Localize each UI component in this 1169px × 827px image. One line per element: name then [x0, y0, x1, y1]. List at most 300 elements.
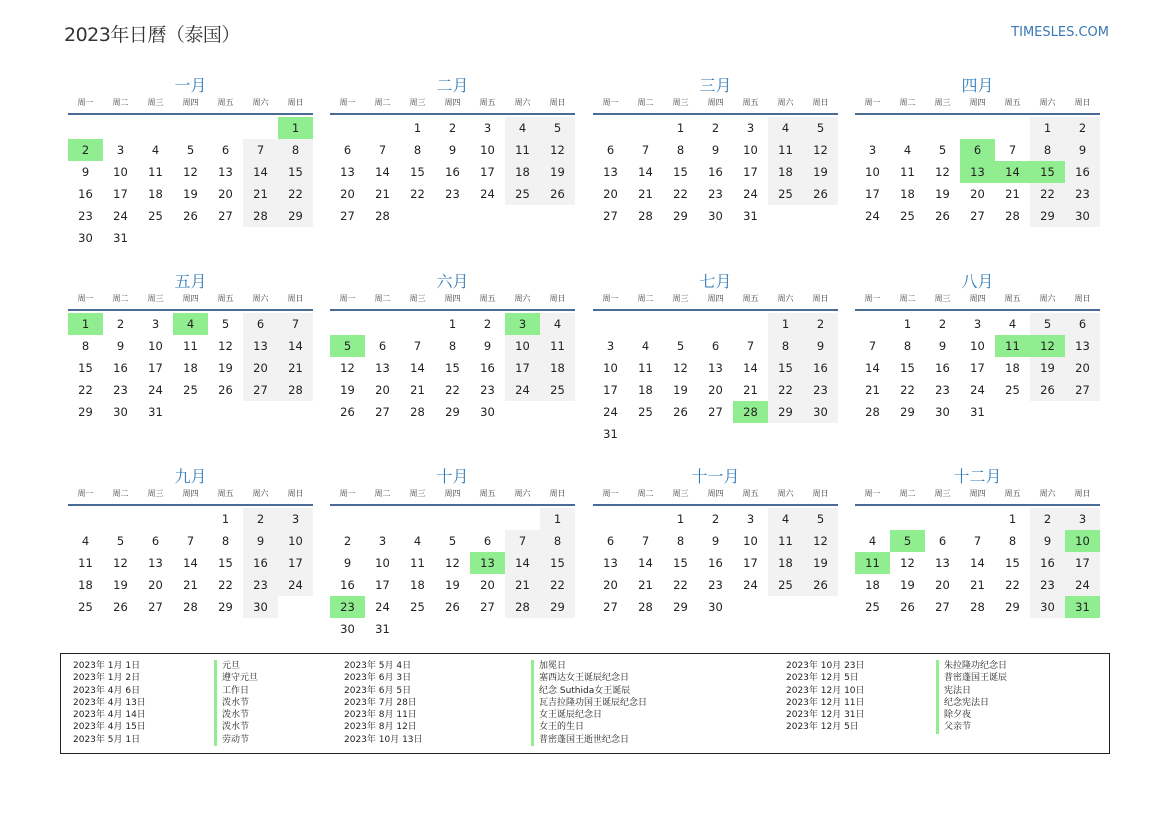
day-cell[interactable]: 1 [676, 121, 685, 135]
day-cell[interactable]: 24 [375, 600, 390, 614]
day-cell[interactable]: 27 [480, 600, 495, 614]
day-cell[interactable]: 6 [960, 139, 995, 161]
day-cell[interactable]: 9 [448, 143, 457, 157]
day-cell[interactable]: 14 [638, 556, 653, 570]
day-cell[interactable]: 1 [1008, 512, 1017, 526]
day-cell[interactable]: 27 [970, 209, 985, 223]
day-cell[interactable]: 11 [855, 552, 890, 574]
day-cell[interactable]: 5 [540, 117, 575, 139]
day-cell[interactable]: 19 [673, 383, 688, 397]
day-cell[interactable]: 22 [410, 187, 425, 201]
day-cell[interactable]: 25 [768, 183, 803, 205]
day-cell[interactable]: 24 [148, 383, 163, 397]
day-cell[interactable]: 6 [243, 313, 278, 335]
day-cell[interactable]: 6 [483, 534, 492, 548]
day-cell[interactable]: 1 [221, 512, 230, 526]
day-cell[interactable]: 15 [445, 361, 460, 375]
day-cell[interactable]: 1 [448, 317, 457, 331]
day-cell[interactable]: 6 [151, 534, 160, 548]
day-cell[interactable]: 20 [708, 383, 723, 397]
day-cell[interactable]: 8 [903, 339, 912, 353]
day-cell[interactable]: 6 [221, 143, 230, 157]
day-cell[interactable]: 1 [1030, 117, 1065, 139]
day-cell[interactable]: 23 [480, 383, 495, 397]
day-cell[interactable]: 17 [865, 187, 880, 201]
day-cell[interactable]: 1 [68, 313, 103, 335]
day-cell[interactable]: 29 [900, 405, 915, 419]
day-cell[interactable]: 24 [480, 187, 495, 201]
day-cell[interactable]: 23 [113, 383, 128, 397]
day-cell[interactable]: 16 [480, 361, 495, 375]
day-cell[interactable]: 10 [865, 165, 880, 179]
day-cell[interactable]: 27 [375, 405, 390, 419]
day-cell[interactable]: 8 [540, 530, 575, 552]
day-cell[interactable]: 30 [78, 231, 93, 245]
day-cell[interactable]: 30 [1030, 596, 1065, 618]
day-cell[interactable]: 12 [1030, 335, 1065, 357]
day-cell[interactable]: 10 [375, 556, 390, 570]
day-cell[interactable]: 26 [1030, 379, 1065, 401]
day-cell[interactable]: 28 [375, 209, 390, 223]
day-cell[interactable]: 18 [183, 361, 198, 375]
day-cell[interactable]: 22 [218, 578, 233, 592]
day-cell[interactable]: 20 [480, 578, 495, 592]
day-cell[interactable]: 10 [743, 143, 758, 157]
day-cell[interactable]: 20 [970, 187, 985, 201]
day-cell[interactable]: 18 [1005, 361, 1020, 375]
day-cell[interactable]: 5 [116, 534, 125, 548]
day-cell[interactable]: 14 [278, 335, 313, 357]
day-cell[interactable]: 7 [413, 339, 422, 353]
day-cell[interactable]: 10 [278, 530, 313, 552]
day-cell[interactable]: 23 [1065, 183, 1100, 205]
day-cell[interactable]: 11 [638, 361, 653, 375]
day-cell[interactable]: 1 [768, 313, 803, 335]
day-cell[interactable]: 16 [708, 556, 723, 570]
day-cell[interactable]: 7 [641, 143, 650, 157]
day-cell[interactable]: 24 [113, 209, 128, 223]
day-cell[interactable]: 17 [1065, 552, 1100, 574]
day-cell[interactable]: 17 [113, 187, 128, 201]
day-cell[interactable]: 12 [540, 139, 575, 161]
day-cell[interactable]: 25 [183, 383, 198, 397]
day-cell[interactable]: 22 [1005, 578, 1020, 592]
day-cell[interactable]: 7 [868, 339, 877, 353]
day-cell[interactable]: 2 [1030, 508, 1065, 530]
day-cell[interactable]: 18 [78, 578, 93, 592]
day-cell[interactable]: 9 [938, 339, 947, 353]
day-cell[interactable]: 20 [603, 578, 618, 592]
day-cell[interactable]: 21 [743, 383, 758, 397]
day-cell[interactable]: 3 [378, 534, 387, 548]
day-cell[interactable]: 7 [505, 530, 540, 552]
day-cell[interactable]: 4 [768, 117, 803, 139]
day-cell[interactable]: 11 [540, 335, 575, 357]
day-cell[interactable]: 12 [218, 339, 233, 353]
day-cell[interactable]: 4 [173, 313, 208, 335]
day-cell[interactable]: 7 [243, 139, 278, 161]
day-cell[interactable]: 30 [113, 405, 128, 419]
day-cell[interactable]: 29 [768, 401, 803, 423]
day-cell[interactable]: 14 [375, 165, 390, 179]
day-cell[interactable]: 14 [743, 361, 758, 375]
day-cell[interactable]: 24 [743, 578, 758, 592]
day-cell[interactable]: 8 [278, 139, 313, 161]
day-cell[interactable]: 28 [410, 405, 425, 419]
day-cell[interactable]: 15 [78, 361, 93, 375]
day-cell[interactable]: 20 [603, 187, 618, 201]
day-cell[interactable]: 16 [803, 357, 838, 379]
day-cell[interactable]: 4 [1008, 317, 1017, 331]
day-cell[interactable]: 12 [340, 361, 355, 375]
day-cell[interactable]: 22 [1030, 183, 1065, 205]
day-cell[interactable]: 13 [603, 165, 618, 179]
day-cell[interactable]: 29 [445, 405, 460, 419]
day-cell[interactable]: 22 [768, 379, 803, 401]
day-cell[interactable]: 7 [1008, 143, 1017, 157]
day-cell[interactable]: 10 [480, 143, 495, 157]
day-cell[interactable]: 19 [445, 578, 460, 592]
day-cell[interactable]: 10 [603, 361, 618, 375]
day-cell[interactable]: 21 [375, 187, 390, 201]
day-cell[interactable]: 14 [638, 165, 653, 179]
day-cell[interactable]: 21 [278, 357, 313, 379]
day-cell[interactable]: 26 [445, 600, 460, 614]
day-cell[interactable]: 18 [638, 383, 653, 397]
day-cell[interactable]: 12 [803, 139, 838, 161]
day-cell[interactable]: 3 [151, 317, 160, 331]
day-cell[interactable]: 15 [410, 165, 425, 179]
day-cell[interactable]: 26 [900, 600, 915, 614]
day-cell[interactable]: 20 [243, 357, 278, 379]
day-cell[interactable]: 25 [638, 405, 653, 419]
day-cell[interactable]: 18 [540, 357, 575, 379]
day-cell[interactable]: 6 [711, 339, 720, 353]
day-cell[interactable]: 5 [803, 508, 838, 530]
day-cell[interactable]: 3 [606, 339, 615, 353]
day-cell[interactable]: 27 [1065, 379, 1100, 401]
day-cell[interactable]: 1 [540, 508, 575, 530]
day-cell[interactable]: 17 [148, 361, 163, 375]
day-cell[interactable]: 13 [935, 556, 950, 570]
day-cell[interactable]: 23 [1030, 574, 1065, 596]
day-cell[interactable]: 17 [375, 578, 390, 592]
day-cell[interactable]: 25 [78, 600, 93, 614]
day-cell[interactable]: 21 [183, 578, 198, 592]
day-cell[interactable]: 14 [995, 161, 1030, 183]
day-cell[interactable]: 21 [243, 183, 278, 205]
day-cell[interactable]: 29 [218, 600, 233, 614]
day-cell[interactable]: 13 [340, 165, 355, 179]
day-cell[interactable]: 21 [865, 383, 880, 397]
day-cell[interactable]: 29 [1030, 205, 1065, 227]
day-cell[interactable]: 11 [995, 335, 1030, 357]
day-cell[interactable]: 20 [340, 187, 355, 201]
day-cell[interactable]: 3 [278, 508, 313, 530]
day-cell[interactable]: 9 [711, 143, 720, 157]
day-cell[interactable]: 17 [603, 383, 618, 397]
day-cell[interactable]: 8 [81, 339, 90, 353]
day-cell[interactable]: 8 [1008, 534, 1017, 548]
day-cell[interactable]: 5 [938, 143, 947, 157]
day-cell[interactable]: 8 [676, 143, 685, 157]
day-cell[interactable]: 8 [768, 335, 803, 357]
day-cell[interactable]: 8 [1030, 139, 1065, 161]
day-cell[interactable]: 28 [733, 401, 768, 423]
day-cell[interactable]: 9 [483, 339, 492, 353]
day-cell[interactable]: 2 [1065, 117, 1100, 139]
day-cell[interactable]: 1 [413, 121, 422, 135]
day-cell[interactable]: 26 [183, 209, 198, 223]
day-cell[interactable]: 5 [890, 530, 925, 552]
day-cell[interactable]: 29 [540, 596, 575, 618]
day-cell[interactable]: 22 [673, 578, 688, 592]
day-cell[interactable]: 4 [505, 117, 540, 139]
day-cell[interactable]: 28 [183, 600, 198, 614]
day-cell[interactable]: 9 [343, 556, 352, 570]
day-cell[interactable]: 31 [743, 209, 758, 223]
day-cell[interactable]: 8 [676, 534, 685, 548]
day-cell[interactable]: 5 [330, 335, 365, 357]
day-cell[interactable]: 2 [343, 534, 352, 548]
day-cell[interactable]: 31 [970, 405, 985, 419]
day-cell[interactable]: 3 [1065, 508, 1100, 530]
day-cell[interactable]: 3 [746, 121, 755, 135]
day-cell[interactable]: 13 [243, 335, 278, 357]
day-cell[interactable]: 24 [1065, 574, 1100, 596]
day-cell[interactable]: 10 [148, 339, 163, 353]
day-cell[interactable]: 17 [278, 552, 313, 574]
day-cell[interactable]: 30 [935, 405, 950, 419]
day-cell[interactable]: 6 [606, 534, 615, 548]
day-cell[interactable]: 6 [343, 143, 352, 157]
day-cell[interactable]: 27 [148, 600, 163, 614]
day-cell[interactable]: 15 [1030, 161, 1065, 183]
day-cell[interactable]: 30 [340, 622, 355, 636]
day-cell[interactable]: 2 [938, 317, 947, 331]
day-cell[interactable]: 16 [445, 165, 460, 179]
day-cell[interactable]: 30 [1065, 205, 1100, 227]
day-cell[interactable]: 17 [743, 556, 758, 570]
day-cell[interactable]: 10 [1065, 530, 1100, 552]
day-cell[interactable]: 22 [900, 383, 915, 397]
day-cell[interactable]: 21 [410, 383, 425, 397]
day-cell[interactable]: 9 [81, 165, 90, 179]
day-cell[interactable]: 7 [641, 534, 650, 548]
day-cell[interactable]: 9 [116, 339, 125, 353]
day-cell[interactable]: 22 [540, 574, 575, 596]
day-cell[interactable]: 26 [935, 209, 950, 223]
day-cell[interactable]: 28 [243, 205, 278, 227]
day-cell[interactable]: 4 [868, 534, 877, 548]
day-cell[interactable]: 2 [711, 512, 720, 526]
day-cell[interactable]: 26 [340, 405, 355, 419]
day-cell[interactable]: 24 [970, 383, 985, 397]
day-cell[interactable]: 7 [973, 534, 982, 548]
day-cell[interactable]: 12 [445, 556, 460, 570]
day-cell[interactable]: 13 [470, 552, 505, 574]
day-cell[interactable]: 29 [673, 209, 688, 223]
day-cell[interactable]: 12 [673, 361, 688, 375]
day-cell[interactable]: 27 [708, 405, 723, 419]
day-cell[interactable]: 6 [1065, 313, 1100, 335]
day-cell[interactable]: 15 [673, 556, 688, 570]
day-cell[interactable]: 26 [673, 405, 688, 419]
day-cell[interactable]: 15 [673, 165, 688, 179]
day-cell[interactable]: 7 [186, 534, 195, 548]
day-cell[interactable]: 2 [116, 317, 125, 331]
day-cell[interactable]: 19 [935, 187, 950, 201]
day-cell[interactable]: 24 [743, 187, 758, 201]
day-cell[interactable]: 21 [970, 578, 985, 592]
day-cell[interactable]: 20 [375, 383, 390, 397]
day-cell[interactable]: 2 [803, 313, 838, 335]
day-cell[interactable]: 8 [221, 534, 230, 548]
day-cell[interactable]: 13 [960, 161, 995, 183]
day-cell[interactable]: 7 [378, 143, 387, 157]
day-cell[interactable]: 23 [78, 209, 93, 223]
day-cell[interactable]: 27 [243, 379, 278, 401]
day-cell[interactable]: 19 [803, 552, 838, 574]
day-cell[interactable]: 29 [78, 405, 93, 419]
day-cell[interactable]: 8 [448, 339, 457, 353]
day-cell[interactable]: 27 [218, 209, 233, 223]
day-cell[interactable]: 5 [221, 317, 230, 331]
day-cell[interactable]: 17 [505, 357, 540, 379]
day-cell[interactable]: 19 [340, 383, 355, 397]
day-cell[interactable]: 14 [183, 556, 198, 570]
day-cell[interactable]: 2 [483, 317, 492, 331]
day-cell[interactable]: 19 [803, 161, 838, 183]
day-cell[interactable]: 26 [540, 183, 575, 205]
day-cell[interactable]: 13 [375, 361, 390, 375]
day-cell[interactable]: 25 [900, 209, 915, 223]
day-cell[interactable]: 18 [768, 161, 803, 183]
day-cell[interactable]: 11 [148, 165, 163, 179]
day-cell[interactable]: 3 [746, 512, 755, 526]
day-cell[interactable]: 19 [183, 187, 198, 201]
day-cell[interactable]: 19 [113, 578, 128, 592]
day-cell[interactable]: 5 [676, 339, 685, 353]
day-cell[interactable]: 6 [938, 534, 947, 548]
day-cell[interactable]: 18 [505, 161, 540, 183]
day-cell[interactable]: 16 [1030, 552, 1065, 574]
day-cell[interactable]: 21 [505, 574, 540, 596]
day-cell[interactable]: 4 [81, 534, 90, 548]
day-cell[interactable]: 20 [218, 187, 233, 201]
day-cell[interactable]: 12 [935, 165, 950, 179]
day-cell[interactable]: 26 [113, 600, 128, 614]
day-cell[interactable]: 11 [768, 530, 803, 552]
day-cell[interactable]: 22 [78, 383, 93, 397]
day-cell[interactable]: 28 [638, 600, 653, 614]
day-cell[interactable]: 5 [1030, 313, 1065, 335]
day-cell[interactable]: 25 [410, 600, 425, 614]
day-cell[interactable]: 16 [78, 187, 93, 201]
day-cell[interactable]: 13 [1065, 335, 1100, 357]
day-cell[interactable]: 21 [1005, 187, 1020, 201]
day-cell[interactable]: 31 [113, 231, 128, 245]
site-link[interactable]: TIMESLES.COM [1011, 25, 1109, 40]
day-cell[interactable]: 27 [603, 209, 618, 223]
day-cell[interactable]: 31 [375, 622, 390, 636]
day-cell[interactable]: 11 [505, 139, 540, 161]
day-cell[interactable]: 4 [903, 143, 912, 157]
day-cell[interactable]: 19 [900, 578, 915, 592]
day-cell[interactable]: 3 [868, 143, 877, 157]
day-cell[interactable]: 8 [413, 143, 422, 157]
day-cell[interactable]: 16 [113, 361, 128, 375]
day-cell[interactable]: 23 [803, 379, 838, 401]
day-cell[interactable]: 30 [708, 209, 723, 223]
day-cell[interactable]: 22 [278, 183, 313, 205]
day-cell[interactable]: 7 [278, 313, 313, 335]
day-cell[interactable]: 10 [970, 339, 985, 353]
day-cell[interactable]: 7 [746, 339, 755, 353]
day-cell[interactable]: 5 [448, 534, 457, 548]
day-cell[interactable]: 13 [218, 165, 233, 179]
day-cell[interactable]: 23 [935, 383, 950, 397]
day-cell[interactable]: 23 [708, 187, 723, 201]
day-cell[interactable]: 28 [1005, 209, 1020, 223]
day-cell[interactable]: 2 [243, 508, 278, 530]
day-cell[interactable]: 31 [1065, 596, 1100, 618]
day-cell[interactable]: 16 [1065, 161, 1100, 183]
day-cell[interactable]: 13 [708, 361, 723, 375]
day-cell[interactable]: 31 [148, 405, 163, 419]
day-cell[interactable]: 9 [803, 335, 838, 357]
day-cell[interactable]: 18 [410, 578, 425, 592]
day-cell[interactable]: 12 [183, 165, 198, 179]
day-cell[interactable]: 14 [505, 552, 540, 574]
day-cell[interactable]: 28 [278, 379, 313, 401]
day-cell[interactable]: 11 [768, 139, 803, 161]
day-cell[interactable]: 15 [1005, 556, 1020, 570]
day-cell[interactable]: 12 [900, 556, 915, 570]
day-cell[interactable]: 30 [243, 596, 278, 618]
day-cell[interactable]: 25 [540, 379, 575, 401]
day-cell[interactable]: 29 [278, 205, 313, 227]
day-cell[interactable]: 16 [340, 578, 355, 592]
day-cell[interactable]: 5 [803, 117, 838, 139]
day-cell[interactable]: 1 [676, 512, 685, 526]
day-cell[interactable]: 11 [900, 165, 915, 179]
day-cell[interactable]: 9 [1030, 530, 1065, 552]
day-cell[interactable]: 4 [641, 339, 650, 353]
day-cell[interactable]: 3 [483, 121, 492, 135]
day-cell[interactable]: 14 [865, 361, 880, 375]
day-cell[interactable]: 2 [711, 121, 720, 135]
day-cell[interactable]: 15 [900, 361, 915, 375]
day-cell[interactable]: 22 [673, 187, 688, 201]
day-cell[interactable]: 28 [505, 596, 540, 618]
day-cell[interactable]: 4 [151, 143, 160, 157]
day-cell[interactable]: 17 [970, 361, 985, 375]
day-cell[interactable]: 29 [1005, 600, 1020, 614]
day-cell[interactable]: 4 [413, 534, 422, 548]
day-cell[interactable]: 13 [148, 556, 163, 570]
day-cell[interactable]: 23 [243, 574, 278, 596]
day-cell[interactable]: 30 [803, 401, 838, 423]
day-cell[interactable]: 12 [113, 556, 128, 570]
day-cell[interactable]: 5 [186, 143, 195, 157]
day-cell[interactable]: 24 [278, 574, 313, 596]
day-cell[interactable]: 3 [973, 317, 982, 331]
day-cell[interactable]: 28 [865, 405, 880, 419]
day-cell[interactable]: 16 [935, 361, 950, 375]
day-cell[interactable]: 31 [603, 427, 618, 441]
day-cell[interactable]: 12 [803, 530, 838, 552]
